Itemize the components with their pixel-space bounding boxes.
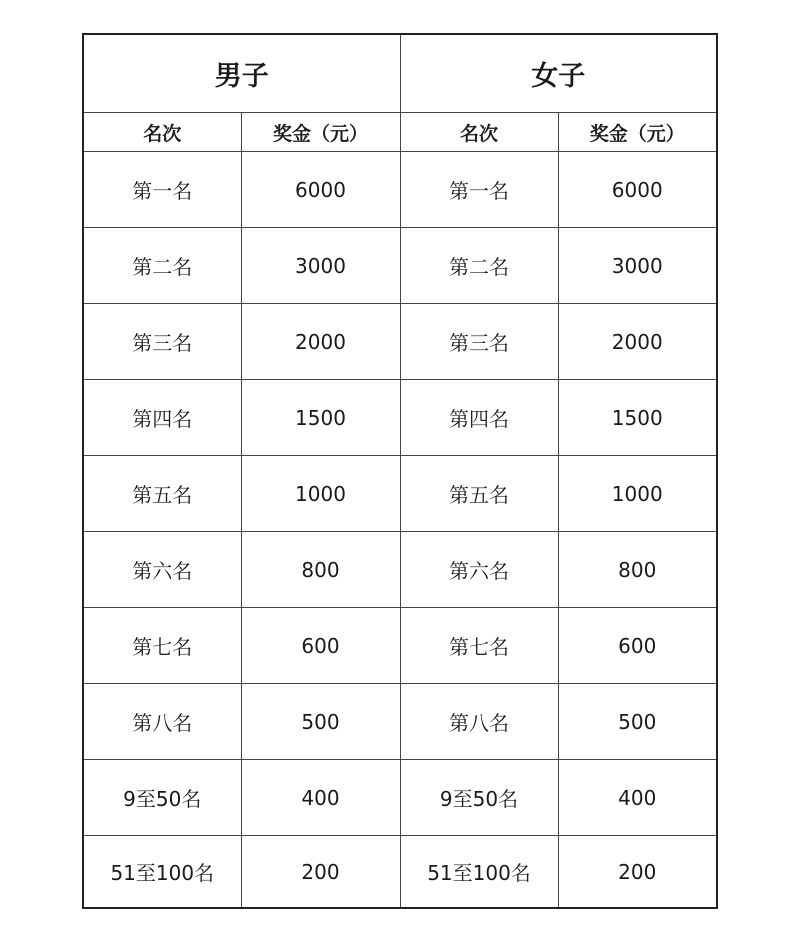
table-row bbox=[83, 608, 717, 684]
table-row bbox=[83, 760, 717, 836]
men-prize-cell: 600 bbox=[241, 608, 400, 684]
men-prize-cell: 1000 bbox=[241, 456, 400, 532]
men-prize-cell: 200 bbox=[241, 836, 400, 909]
women-prize-cell: 6000 bbox=[558, 152, 717, 228]
women-prize-column-header: 奖金（元） bbox=[558, 113, 717, 152]
men-rank-cell: 第二名 bbox=[83, 228, 241, 304]
men-prize-cell: 800 bbox=[241, 532, 400, 608]
men-rank-cell: 第八名 bbox=[83, 684, 241, 760]
women-prize-cell: 1500 bbox=[558, 380, 717, 456]
men-rank-cell: 第七名 bbox=[83, 608, 241, 684]
women-rank-cell: 9至50名 bbox=[400, 760, 558, 836]
table-row bbox=[83, 456, 717, 532]
men-prize-cell: 2000 bbox=[241, 304, 400, 380]
column-header-row bbox=[83, 113, 717, 152]
men-prize-cell: 400 bbox=[241, 760, 400, 836]
men-rank-cell: 第六名 bbox=[83, 532, 241, 608]
women-prize-cell: 500 bbox=[558, 684, 717, 760]
women-rank-cell: 第六名 bbox=[400, 532, 558, 608]
men-prize-cell: 3000 bbox=[241, 228, 400, 304]
women-rank-cell: 第四名 bbox=[400, 380, 558, 456]
women-prize-cell: 3000 bbox=[558, 228, 717, 304]
women-rank-cell: 51至100名 bbox=[400, 836, 558, 909]
women-rank-cell: 第七名 bbox=[400, 608, 558, 684]
men-rank-cell: 第一名 bbox=[83, 152, 241, 228]
men-prize-cell: 6000 bbox=[241, 152, 400, 228]
women-prize-cell: 800 bbox=[558, 532, 717, 608]
women-rank-cell: 第一名 bbox=[400, 152, 558, 228]
women-rank-cell: 第二名 bbox=[400, 228, 558, 304]
table-row bbox=[83, 380, 717, 456]
prize-table bbox=[82, 33, 718, 909]
table-row bbox=[83, 684, 717, 760]
men-rank-cell: 9至50名 bbox=[83, 760, 241, 836]
group-header-row bbox=[83, 34, 717, 113]
table-row bbox=[83, 152, 717, 228]
men-group-header: 男子 bbox=[83, 34, 400, 113]
women-prize-cell: 1000 bbox=[558, 456, 717, 532]
table-row bbox=[83, 304, 717, 380]
women-rank-cell: 第五名 bbox=[400, 456, 558, 532]
women-prize-cell: 400 bbox=[558, 760, 717, 836]
men-prize-column-header: 奖金（元） bbox=[241, 113, 400, 152]
men-rank-cell: 51至100名 bbox=[83, 836, 241, 909]
men-rank-column-header: 名次 bbox=[83, 113, 241, 152]
women-rank-cell: 第三名 bbox=[400, 304, 558, 380]
women-group-header: 女子 bbox=[400, 34, 717, 113]
women-prize-cell: 2000 bbox=[558, 304, 717, 380]
women-rank-cell: 第八名 bbox=[400, 684, 558, 760]
table-row bbox=[83, 836, 717, 909]
table-row bbox=[83, 532, 717, 608]
men-prize-cell: 1500 bbox=[241, 380, 400, 456]
women-rank-column-header: 名次 bbox=[400, 113, 558, 152]
men-rank-cell: 第四名 bbox=[83, 380, 241, 456]
men-rank-cell: 第三名 bbox=[83, 304, 241, 380]
men-prize-cell: 500 bbox=[241, 684, 400, 760]
table-row bbox=[83, 228, 717, 304]
men-rank-cell: 第五名 bbox=[83, 456, 241, 532]
women-prize-cell: 600 bbox=[558, 608, 717, 684]
women-prize-cell: 200 bbox=[558, 836, 717, 909]
